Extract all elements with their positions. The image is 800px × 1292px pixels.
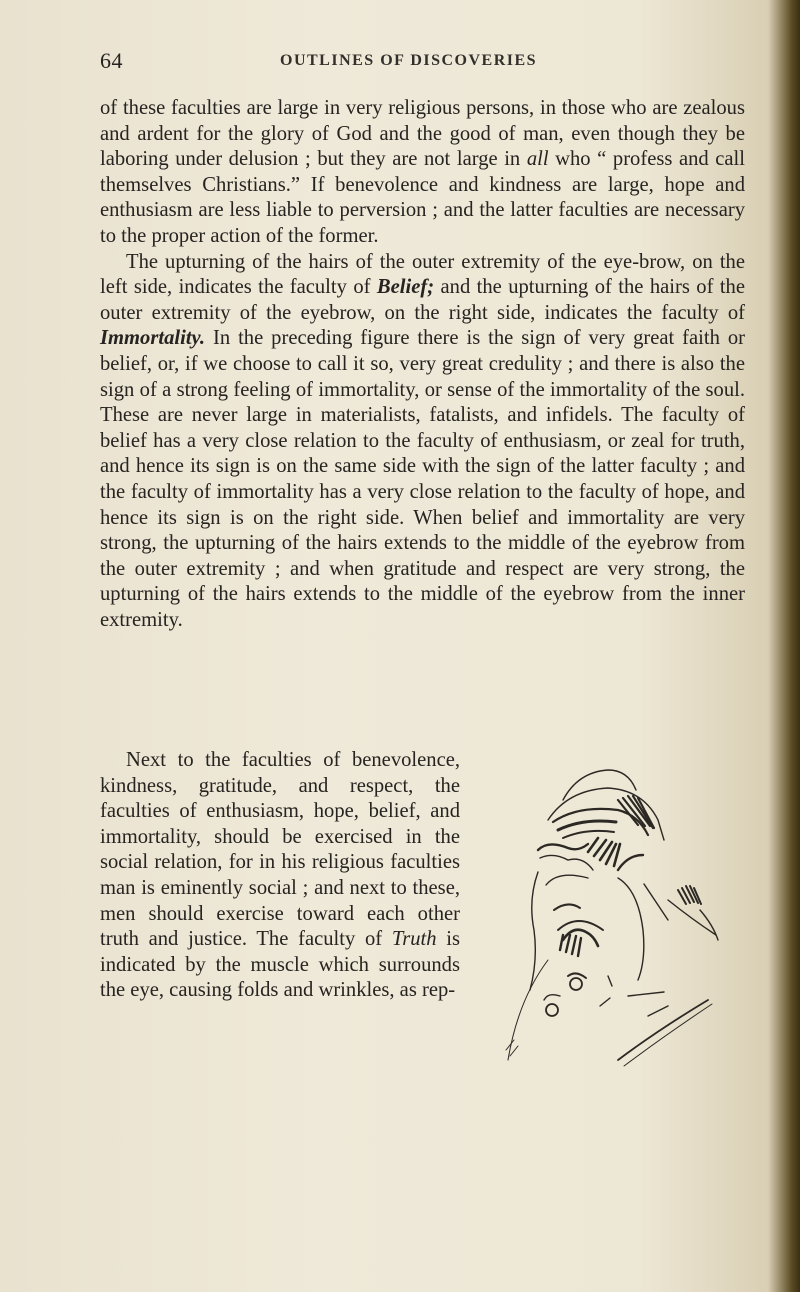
paragraph-1-text-b: who “ profess and call themselves Christians.” If benevolence and kindness are large, hope and enthusiasm are less liable to perversion ; and the latter faculties are necessary to the proper action of the former.	[100, 148, 745, 247]
paragraph-2-text-b: and the upturning of the hairs of the outer extremity of the eyebrow, on the right side, indicates the faculty of	[100, 276, 745, 324]
eye-illustration	[468, 760, 728, 1080]
paragraph-3-text-a: Next to the faculties of benevolence, kindness, gratitude, and respect, the faculties of enthusiasm, hope, belief, and immortality, should be exercised in the social relation, for in his religious faculties man is eminently social ; and next to these, men should exercise toward each other truth and justice. The faculty of	[100, 749, 460, 951]
body-text	[100, 96, 745, 633]
paragraph-2	[100, 250, 745, 634]
paragraph-2-text-a: The upturning of the hairs of the outer extremity of the eye-brow, on the left side, indicates the faculty of	[100, 250, 745, 299]
page-header	[100, 48, 740, 78]
truth-term: Truth	[391, 928, 437, 951]
immortality-term: Immortality.	[100, 327, 206, 350]
paragraph-3-text-b: is indicated by the muscle which surrounds the eye, causing folds and wrinkles, as rep-	[100, 928, 460, 1002]
paragraph-3	[100, 748, 460, 1004]
paragraph-1-text-a: of these faculties are large in very religious persons, in those who are zealous and ardent for the glory of God and the good of man, even though they be laboring under delusion ; but they are not large in	[100, 97, 745, 171]
paragraph-1-emphasis: all	[526, 148, 549, 171]
paragraph-2-text-c: In the preceding figure there is the sign of very great faith or belief, or, if we choose to call it so, very great credulity ; and there is also the sign of a strong feeling of immortality, or sense of the immortality of the soul. These are never large in materialists, fatalists, and infidels. The faculty of belief has a very close relation to the faculty of enthusiasm, or zeal for truth, and hence its sign is on the same side with the sign of the latter faculty ; and the faculty of immortality has a very close relation to the faculty of hope, and hence its sign is on the right side. When belief and immortality are very strong, the upturning of the hairs extends to the middle of the eyebrow from the outer extremity ; and when gratitude and respect are very strong, the upturning of the hairs extends to the middle of the eyebrow from the inner extremity.	[100, 327, 745, 631]
paragraph-1	[100, 96, 745, 250]
belief-term: Belief;	[376, 276, 435, 299]
running-head: OUTLINES OF DISCOVERIES	[280, 52, 538, 69]
page-number: 64	[100, 48, 123, 73]
engraved-eye-icon	[468, 760, 728, 1080]
